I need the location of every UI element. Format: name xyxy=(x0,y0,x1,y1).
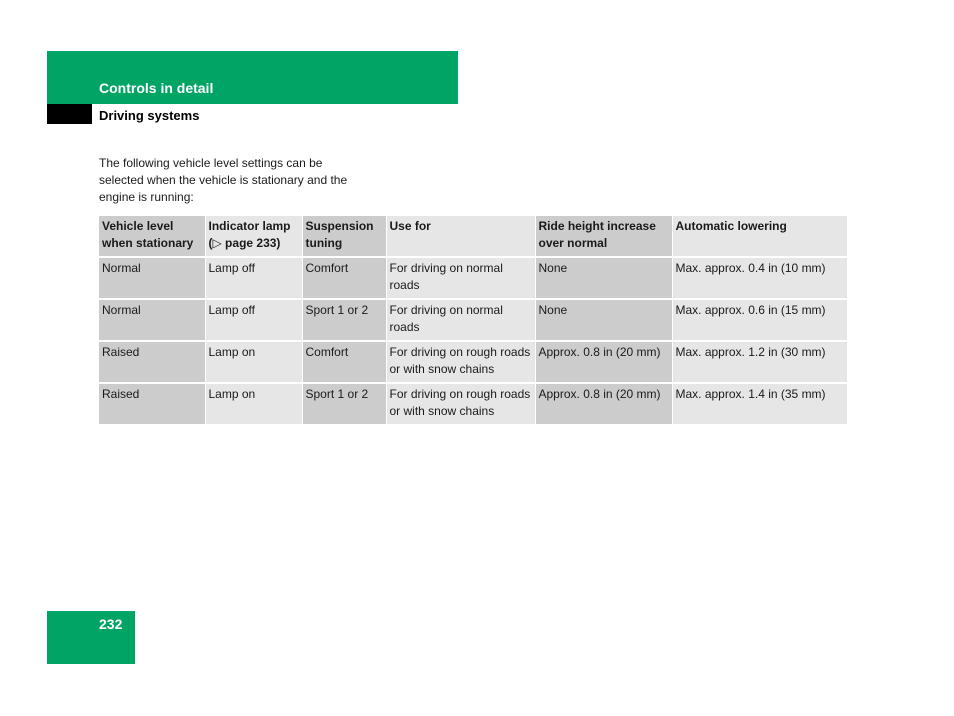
cell-use-for: For driving on rough roads or with snow chains xyxy=(386,383,535,425)
cell-suspension-tuning: Comfort xyxy=(302,341,386,383)
header-vehicle-level: Vehicle level when stationary xyxy=(99,216,205,257)
section-title: Driving systems xyxy=(99,108,200,123)
intro-paragraph: The following vehicle level settings can be selected when the vehicle is stationary and the engine is running: xyxy=(99,156,348,204)
header-suspension-tuning: Suspension tuning xyxy=(302,216,386,257)
cell-vehicle-level: Raised xyxy=(99,341,205,383)
cell-vehicle-level: Raised xyxy=(99,383,205,425)
vehicle-level-table xyxy=(99,216,847,426)
cell-indicator-lamp: Lamp on xyxy=(205,341,302,383)
header-use-for: Use for xyxy=(386,216,535,257)
table-header-row xyxy=(99,216,847,257)
header-indicator-lamp: Indicator lamp (▷ page 233) xyxy=(205,216,302,257)
chapter-title: Controls in detail xyxy=(99,80,214,96)
cell-use-for: For driving on normal roads xyxy=(386,257,535,299)
section-marker xyxy=(47,104,92,124)
header-automatic-lowering: Automatic lowering xyxy=(672,216,847,257)
cell-automatic-lowering: Max. approx. 0.4 in (10 mm) xyxy=(672,257,847,299)
cell-vehicle-level: Normal xyxy=(99,299,205,341)
cell-automatic-lowering: Max. approx. 0.6 in (15 mm) xyxy=(672,299,847,341)
cell-use-for: For driving on normal roads xyxy=(386,299,535,341)
header-band xyxy=(47,51,458,104)
cell-indicator-lamp: Lamp on xyxy=(205,383,302,425)
cell-use-for: For driving on rough roads or with snow chains xyxy=(386,341,535,383)
cell-automatic-lowering: Max. approx. 1.4 in (35 mm) xyxy=(672,383,847,425)
cell-suspension-tuning: Sport 1 or 2 xyxy=(302,299,386,341)
header-ride-height: Ride height increase over normal xyxy=(535,216,672,257)
cell-automatic-lowering: Max. approx. 1.2 in (30 mm) xyxy=(672,341,847,383)
table-row xyxy=(99,383,847,425)
cell-ride-height: None xyxy=(535,257,672,299)
cell-indicator-lamp: Lamp off xyxy=(205,257,302,299)
cell-ride-height: Approx. 0.8 in (20 mm) xyxy=(535,341,672,383)
cell-indicator-lamp: Lamp off xyxy=(205,299,302,341)
table-row xyxy=(99,299,847,341)
cell-ride-height: Approx. 0.8 in (20 mm) xyxy=(535,383,672,425)
cell-ride-height: None xyxy=(535,299,672,341)
table-row xyxy=(99,257,847,299)
cell-suspension-tuning: Sport 1 or 2 xyxy=(302,383,386,425)
page-number: 232 xyxy=(99,616,123,632)
table-row xyxy=(99,341,847,383)
cell-suspension-tuning: Comfort xyxy=(302,257,386,299)
cell-vehicle-level: Normal xyxy=(99,257,205,299)
